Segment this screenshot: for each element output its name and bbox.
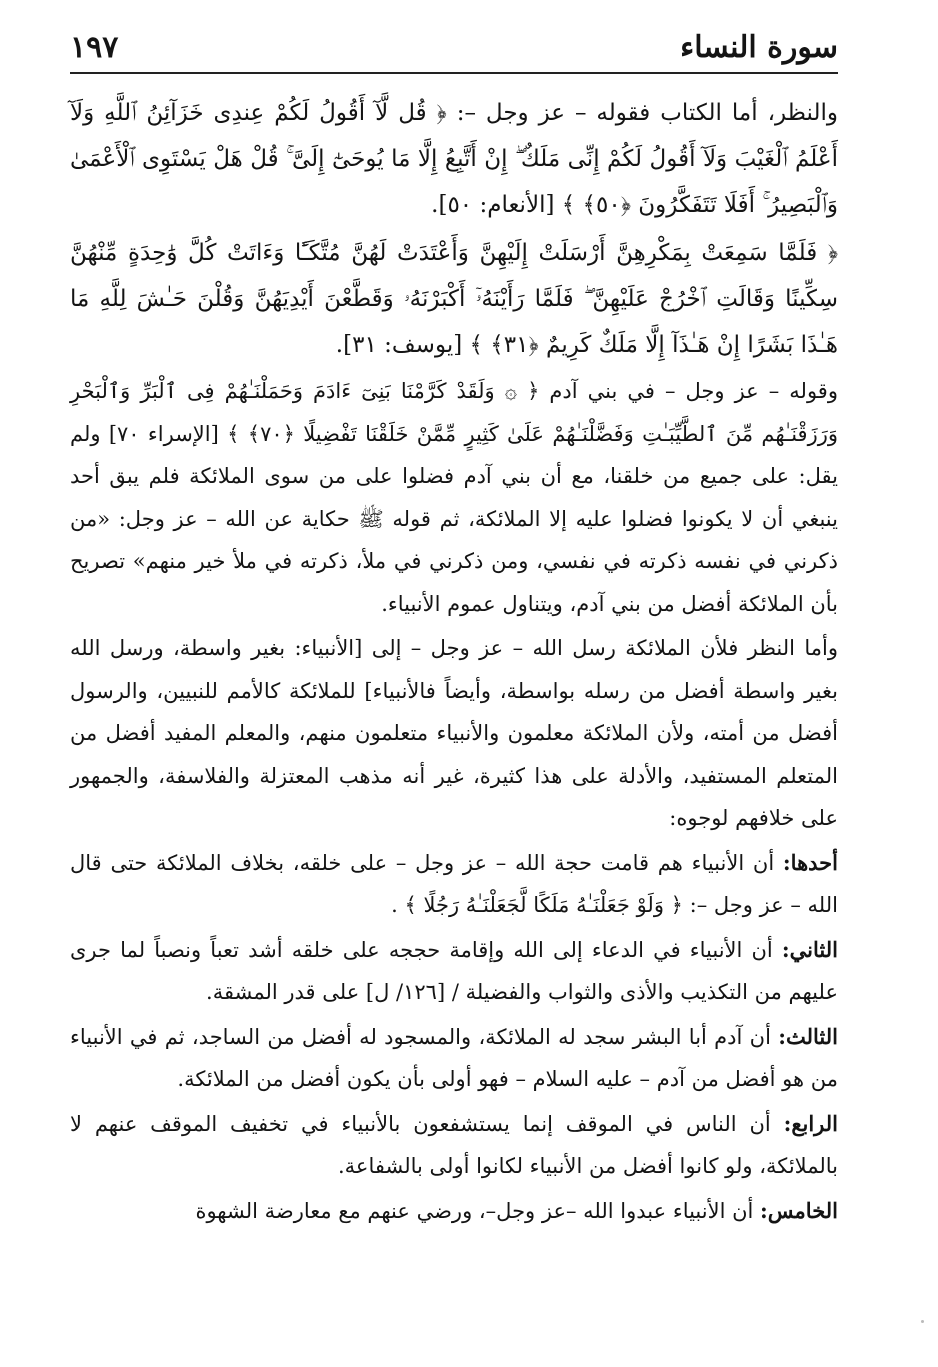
paragraph-text: أن آدم أبا البشر سجد له الملائكة، والمسجود له أفضل من الساجد، ثم في الأنبياء من هو أفضل من آدم – عليه السلام – فهو أولى بأن يكون أفضل من الملائكة. [70, 1024, 838, 1091]
paragraph-first [70, 842, 838, 927]
paragraph-lead: الثالث: [778, 1023, 838, 1049]
paragraph-nazar [70, 627, 838, 840]
paragraph-third [70, 1016, 838, 1101]
paragraph-text: أن الأنبياء هم قامت حجة الله – عز وجل – على خلقه، بخلاف الملائكة حتى قال الله – عز وجل –: ﴿ وَلَوْ جَعَلْنَـٰهُ مَلَكًا لَّجَعَلْنَـٰهُ رَجُلًا ﴾ . [70, 850, 838, 917]
paragraph-text: أن الناس في الموقف إنما يستشفعون بالأنبياء في تخفيف الموقف عنهم لا بالملائكة، ولو كانوا أفضل من الأنبياء لكانوا أولى بالشفاعة. [70, 1111, 838, 1178]
paragraph-fourth [70, 1103, 838, 1188]
page-body [70, 90, 838, 1234]
margin-speck [921, 1320, 924, 1323]
paragraph-lead: الرابع: [783, 1110, 838, 1136]
paragraph-fifth [70, 1190, 838, 1233]
running-head [70, 22, 838, 74]
paragraph-text: أن الأنبياء في الدعاء إلى الله وإقامة حججه على خلقه أشد تعباً ونصباً لما جرى عليهم من التكذيب والأذى والثواب والفضيلة / [١٢٦/ ل] على قدر المشقة. [70, 937, 838, 1004]
paragraph-bani-adam [70, 370, 838, 625]
paragraph-text: وأما النظر فلأن الملائكة رسل الله – عز وجل – إلى [الأنبياء: بغير واسطة، ورسل الله بغير واسطة أفضل من رسله بواسطة، وأيضاً فالأنبياء] للملائكة كالأمم للنبيين، والرسول أفضل من أمته، ولأن الملائكة معلمون والأنبياء متعلمون منهم، والمعلم المفيد أفضل من المتعلم المستفيد، والأدلة على هذا كثيرة، غير أنه مذهب المعتزلة والفلاسفة، والجمهور على خلافهم لوجوه: [70, 636, 838, 830]
paragraph-text: والنظر، أما الكتاب فقوله – عز وجل –: ﴿ قُل لَّآ أَقُولُ لَكُمْ عِندِى خَزَآئِنُ ٱللَّهِ وَلَآ أَعْلَمُ ٱلْغَيْبَ وَلَآ أَقُولُ لَكُمْ إِنِّى مَلَكٌ ۖ إِنْ أَتَّبِعُ إِلَّا مَا يُوحَىٰٓ إِلَىَّ ۚ قُلْ هَلْ يَسْتَوِى ٱلْأَعْمَىٰ وَٱلْبَصِيرُ ۚ أَفَلَا تَتَفَكَّرُونَ ﴿٥٠﴾ ﴾ [الأنعام: ٥٠]. [70, 100, 838, 218]
paragraph-yusuf [70, 230, 838, 368]
header-rule [70, 72, 838, 74]
paragraph-lead: أحدها: [782, 849, 838, 875]
paragraph-text: ﴿ فَلَمَّا سَمِعَتْ بِمَكْرِهِنَّ أَرْسَلَتْ إِلَيْهِنَّ وَأَعْتَدَتْ لَهُنَّ مُتَّكَـًٔا وَءَاتَتْ كُلَّ وَٰحِدَةٍ مِّنْهُنَّ سِكِّينًا وَقَالَتِ ٱخْرُجْ عَلَيْهِنَّ ۖ فَلَمَّا رَأَيْنَهُۥٓ أَكْبَرْنَهُۥ وَقَطَّعْنَ أَيْدِيَهُنَّ وَقُلْنَ حَـٰشَ لِلَّهِ مَا هَـٰذَا بَشَرًا إِنْ هَـٰذَآ إِلَّا مَلَكٌ كَرِيمٌ ﴿٣١﴾ ﴾ [يوسف: ٣١]. [70, 240, 838, 358]
paragraph-lead: الخامس: [760, 1197, 838, 1223]
paragraph-al-anam [70, 90, 838, 228]
paragraph-text: أن الأنبياء عبدوا الله –عز وجل–، ورضي عنهم مع معارضة الشهوة [195, 1198, 761, 1223]
page-number: ١٩٧ [70, 30, 119, 65]
paragraph-lead: الثاني: [781, 936, 838, 962]
paragraph-text: وقوله – عز وجل – في بني آدم ﴿ ۞ وَلَقَدْ كَرَّمْنَا بَنِىٓ ءَادَمَ وَحَمَلْنَـٰهُمْ فِى ٱلْبَرِّ وَٱلْبَحْرِ وَرَزَقْنَـٰهُم مِّنَ ٱلطَّيِّبَـٰتِ وَفَضَّلْنَـٰهُمْ عَلَىٰ كَثِيرٍ مِّمَّنْ خَلَقْنَا تَفْضِيلًا ﴿٧٠﴾ ﴾ [الإسراء ٧٠] ولم يقل: على جميع من خلقنا، مع أن بني آدم فضلوا على من سوى الملائكة فلم يبق أحد ينبغي أن لا يكونوا فضلوا عليه إلا الملائكة، ثم قوله ﷺ حكاية عن الله – عز وجل: «من ذكرني في نفسه ذكرته في نفسي، ومن ذكرني في ملأ، ذكرته في ملأ خير منهم» تصريح بأن الملائكة أفضل من بني آدم، ويتناول عموم الأنبياء. [70, 379, 839, 616]
paragraph-second [70, 929, 838, 1014]
surah-title: سورة النساء [680, 30, 838, 65]
